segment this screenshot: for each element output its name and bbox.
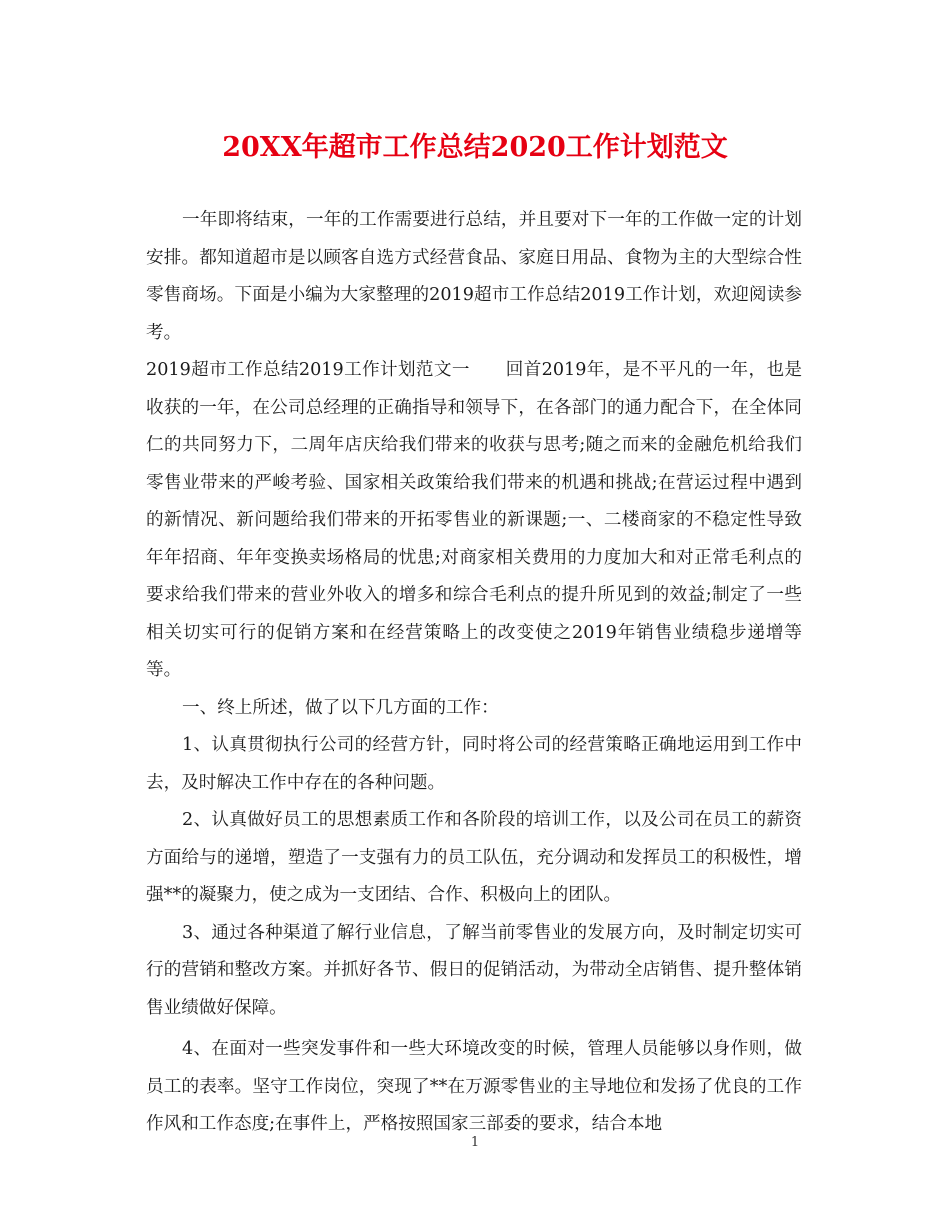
summary-heading-paragraph: 一、终上所述，做了以下几方面的工作： [182,697,499,718]
list-item-4: 4、在面对一些突发事件和一些大环境改变的时候，管理人员能够以身作则，做员工的表率。坚守工作岗位，突现了**在万源零售业的主导地位和发扬了优良的工作作风和工作态度;在事件上，严格按照国家三部委的要求，结合本地 [146,1039,802,1134]
section-paragraph: 2019超市工作总结2019工作计划范文一 回首2019年，是不平凡的一年，也是收获的一年，在公司总经理的正确指导和领导下，在各部门的通力配合下，在全体同仁的共同努力下，二周年店庆给我们带来的收获与思考;随之而来的金融危机给我们零售业带来的严峻考验、国家相关政策给我们带来的机遇和挑战;在营运过程中遇到的新情况、新问题给我们带来的开拓零售业的新课题;一、二楼商家的不稳定性导致年年招商、年年变换卖场格局的忧患;对商家相关费用的力度加大和对正常毛利点的要求给我们带来的营业外收入的增多和综合毛利点的提升所见到的效益;制定了一些相关切实可行的促销方案和在经营策略上的改变使之2019年销售业绩稳步递增等等。 [146,360,802,680]
list-item-2: 2、认真做好员工的思想素质工作和各阶段的培训工作，以及公司在员工的薪资方面给与的递增，塑造了一支强有力的员工队伍，充分调动和发挥员工的积极性，增强**的凝聚力，使之成为一支团结、合作、积极向上的团队。 [146,810,802,905]
list-item-3: 3、通过各种渠道了解行业信息，了解当前零售业的发展方向，及时制定切实可行的营销和整改方案。并抓好各节、假日的促销活动，为带动全店销售、提升整体销售业绩做好保障。 [146,922,802,1018]
page-number: 1 [470,1135,480,1150]
document-title: 20XX年超市工作总结2020工作计划范文 [222,132,728,163]
document-body [146,202,802,1144]
intro-paragraph: 一年即将结束，一年的工作需要进行总结，并且要对下一年的工作做一定的计划安排。都知道超市是以顾客自选方式经营食品、家庭日用品、食物为主的大型综合性零售商场。下面是小编为大家整理的2019超市工作总结2019工作计划，欢迎阅读参考。 [146,210,802,343]
list-item-1: 1、认真贯彻执行公司的经营方针，同时将公司的经营策略正确地运用到工作中去，及时解决工作中存在的各种问题。 [146,735,802,793]
